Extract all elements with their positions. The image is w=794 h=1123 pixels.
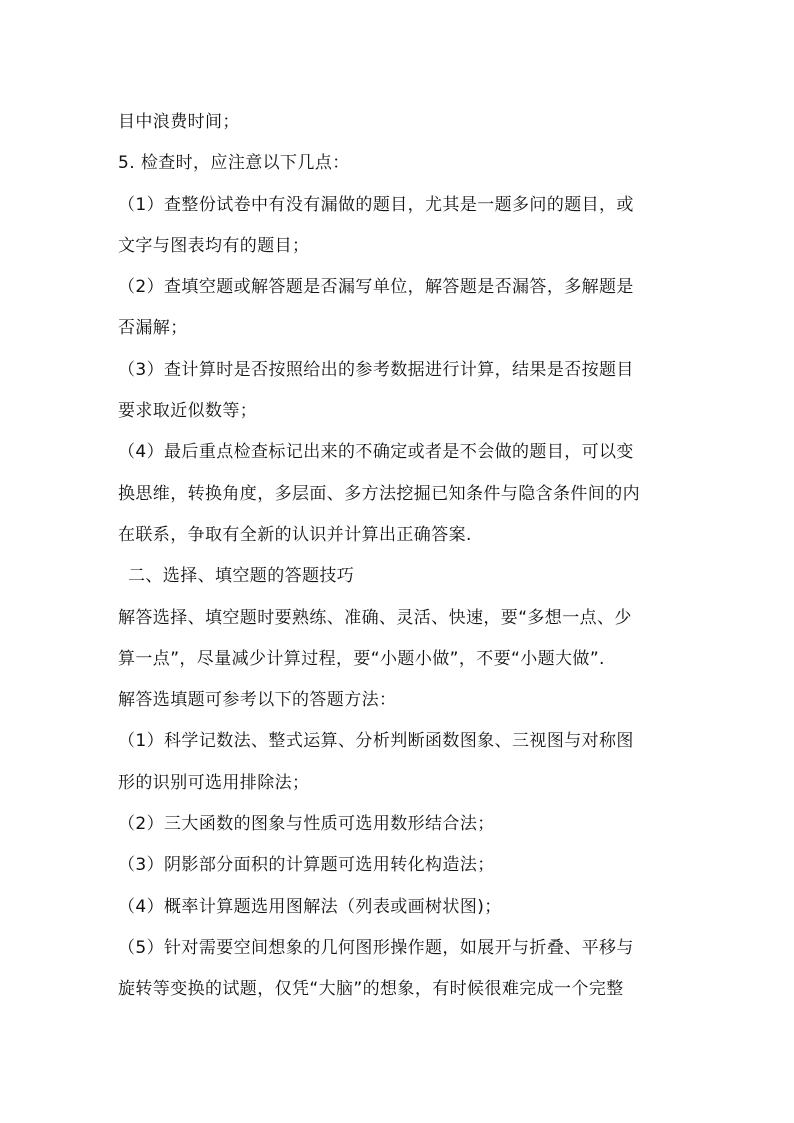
text-line-4: 文字与图表均有的题目； (118, 235, 310, 256)
text-line-9: （4）最后重点检查标记出来的不确定或者是不会做的题目，可以变 (118, 442, 634, 463)
text-line-1: 目中浪费时间； (118, 112, 240, 132)
text-line-10: 换思维，转换角度，多层面、多方法挖掘已知条件与隐含条件间的内 (118, 483, 640, 504)
text-line-8: 要求取近似数等； (118, 401, 258, 422)
text-line-17: 形的识别可选用排除法； (118, 772, 310, 793)
document-page (118, 102, 678, 1011)
text-line-13: 解答选择、填空题时要熟练、准确、灵活、快速，要“多想一点、少 (118, 607, 632, 628)
text-line-14: 算一点”，尽量减少计算过程，要“小题小做”，不要“小题大做”. (118, 648, 605, 669)
text-line-19: （3）阴影部分面积的计算题可选用转化构造法； (118, 855, 495, 876)
text-line-7: （3）查计算时是否按照给出的参考数据进行计算，结果是否按题目 (118, 359, 634, 380)
text-line-2: 5. 检查时，应注意以下几点： (118, 153, 350, 174)
text-line-6: 否漏解； (118, 318, 188, 339)
text-line-22: 旋转等变换的试题，仅凭“大脑”的想象，有时候很难完成一个完整 (118, 979, 624, 1000)
text-line-20: （4）概率计算题选用图解法（列表或画树状图)； (118, 896, 502, 917)
text-line-21: （5）针对需要空间想象的几何图形操作题，如展开与折叠、平移与 (118, 937, 634, 958)
text-line-5: （2）查填空题或解答题是否漏写单位，解答题是否漏答，多解题是 (118, 277, 634, 298)
text-line-18: （2）三大函数的图象与性质可选用数形结合法； (118, 814, 495, 835)
section-heading: 二、选择、填空题的答题技巧 (128, 566, 355, 587)
text-line-16: （1）科学记数法、整式运算、分析判断函数图象、三视图与对称图 (118, 731, 634, 752)
text-line-11: 在联系，争取有全新的认识并计算出正确答案. (118, 524, 472, 545)
text-line-3: （1）查整份试卷中有没有漏做的题目，尤其是一题多问的题目，或 (118, 194, 634, 215)
text-line-15: 解答选填题可参考以下的答题方法： (118, 690, 397, 711)
